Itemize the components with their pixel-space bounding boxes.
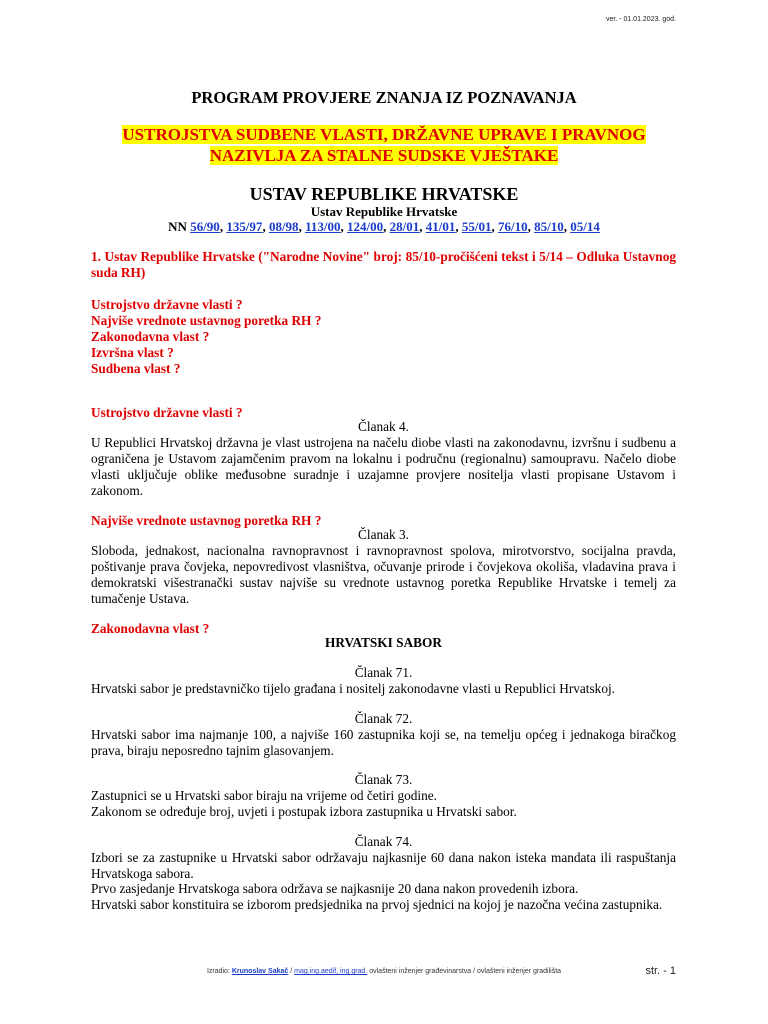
section-question: Ustrojstvo državne vlasti ? — [91, 405, 243, 420]
footer-separator: / — [288, 968, 295, 975]
article-text: Hrvatski sabor konstituira se izborom predsjednika na prvoj sjednici na kojoj je nazočna većina zastupnika. — [91, 897, 663, 912]
nn-link[interactable]: 56/90 — [190, 219, 220, 234]
highlighted-title — [0, 124, 768, 166]
version-label: ver. - 01.01.2023. god. — [605, 16, 676, 23]
author-link[interactable]: Krunoslav Sakač — [231, 968, 289, 975]
highlighted-title-line-1: USTROJSTVA SUDBENE VLASTI, DRŽAVNE UPRAVE I PRAVNOG — [122, 125, 646, 144]
nn-link[interactable]: 85/10 — [534, 219, 564, 234]
nn-link[interactable]: 135/97 — [226, 219, 263, 234]
nn-link[interactable]: 28/01 — [389, 219, 420, 234]
nn-references: NN 56/90, 135/97, 08/98, 113/00, 124/00, 28/01, 41/01, 55/01, 76/10, 85/10, 05/14 — [168, 219, 600, 234]
constitution-subheading: Ustav Republike Hrvatske — [310, 204, 458, 219]
nn-link[interactable]: 55/01 — [461, 219, 492, 234]
article-title: Članak 73. — [354, 772, 413, 787]
question-item: Zakonodavna vlast ? — [91, 329, 210, 344]
article-title: Članak 74. — [354, 834, 413, 849]
page-number: str. - 1 — [645, 965, 676, 977]
section-question: Zakonodavna vlast ? — [91, 621, 210, 636]
highlighted-title-line-2: NAZIVLJA ZA STALNE SUDSKE VJEŠTAKE — [209, 146, 559, 165]
nn-link[interactable]: 124/00 — [346, 219, 384, 234]
nn-link[interactable]: 41/01 — [425, 219, 456, 234]
nn-link[interactable]: 113/00 — [305, 219, 341, 234]
intro-paragraph: 1. Ustav Republike Hrvatske ("Narodne Novine" broj: 85/10-pročišćeni tekst i 5/14 – Odluka Ustavnog suda RH) — [91, 249, 676, 280]
question-item: Ustrojstvo državne vlasti ? — [91, 297, 243, 312]
article-text: Izbori se za zastupnike u Hrvatski sabor održavaju najkasnije 60 dana nakon isteka mandata ili raspuštanja Hrvatskoga sabora. — [91, 850, 676, 881]
article-text: Hrvatski sabor je predstavničko tijelo građana i nositelj zakonodavne vlasti u Republici Hrvatskoj. — [91, 681, 615, 696]
nn-link[interactable]: 08/98 — [268, 219, 299, 234]
question-item: Najviše vrednote ustavnog poretka RH ? — [91, 313, 322, 328]
article-text: Prvo zasjedanje Hrvatskoga sabora održava se najkasnije 20 dana nakon provedenih izbora. — [91, 881, 579, 896]
article-title: Članak 72. — [354, 711, 413, 726]
article-text: U Republici Hrvatskoj državna je vlast ustrojena na načelu diobe vlasti na zakonodavnu, izvršnu i sudbenu a ograničena je Ustavom zajamčenim pravom na lokalnu i područnu (regionalnu) samoupravu. Načelo diobe vlasti uključuje oblike međusobne suradnje i uzajamne provjere nositelja vlasti propisane Ustavom i zakonom. — [91, 435, 676, 498]
article-title: Članak 4. — [358, 419, 409, 434]
article-text: Hrvatski sabor ima najmanje 100, a najviše 160 zastupnika koji se, na temelju općeg i jednakoga biračkog prava, biraju neposredno tajnim glasovanjem. — [91, 727, 676, 758]
question-list — [91, 297, 676, 377]
article-text: Zakonom se određuje broj, uvjeti i postupak izbora zastupnika u Hrvatski sabor. — [91, 804, 517, 819]
footer-suffix: ovlašteni inženjer građevinarstva / ovlašteni inženjer gradilišta — [367, 968, 562, 975]
footer-prefix: Izradio: — [206, 968, 232, 975]
article-title: Članak 3. — [358, 527, 409, 542]
section-question: Najviše vrednote ustavnog poretka RH ? — [91, 513, 322, 528]
article-text: Zastupnici se u Hrvatski sabor biraju na vrijeme od četiri godine. — [91, 788, 437, 803]
question-item: Sudbena vlast ? — [91, 361, 181, 376]
section-heading: HRVATSKI SABOR — [325, 635, 442, 650]
nn-link[interactable]: 05/14 — [570, 219, 600, 234]
program-title: PROGRAM PROVJERE ZNANJA IZ POZNAVANJA — [191, 88, 577, 107]
nn-link[interactable]: 76/10 — [497, 219, 528, 234]
article-text: Sloboda, jednakost, nacionalna ravnopravnost i ravnopravnost spolova, mirotvorstvo, socijalna pravda, poštivanje prava čovjeka, nepovredivost vlasništva, očuvanje prirode i čovjekova okoliša, vladavina prava i demokratski višestranački sustav najviše su vrednote ustavnog poretka Republike Hrvatske i temelj za tumačenje Ustava. — [91, 543, 676, 606]
constitution-heading: USTAV REPUBLIKE HRVATSKE — [249, 184, 519, 204]
question-item: Izvršna vlast ? — [91, 345, 174, 360]
degree-link[interactable]: mag.ing.aedif, ing.grad. — [294, 968, 368, 975]
article-title: Članak 71. — [354, 665, 413, 680]
nn-prefix: NN — [168, 219, 191, 234]
